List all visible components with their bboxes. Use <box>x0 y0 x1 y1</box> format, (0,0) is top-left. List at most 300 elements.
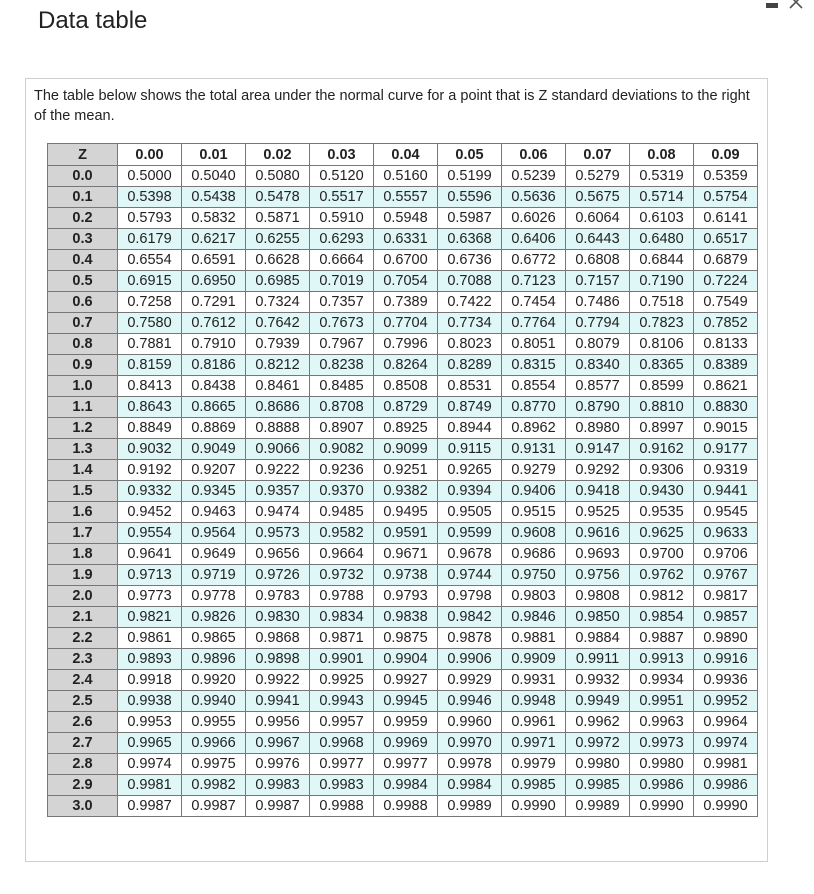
area-value-cell: 0.7852 <box>694 313 758 334</box>
area-value-cell: 0.9890 <box>694 628 758 649</box>
area-value-cell: 0.9700 <box>630 544 694 565</box>
area-value-cell: 0.9952 <box>694 691 758 712</box>
column-header: 0.07 <box>566 144 630 166</box>
area-value-cell: 0.9878 <box>438 628 502 649</box>
area-value-cell: 0.9345 <box>182 481 246 502</box>
area-value-cell: 0.9972 <box>566 733 630 754</box>
z-value-cell: 1.3 <box>48 439 118 460</box>
area-value-cell: 0.9861 <box>118 628 182 649</box>
area-value-cell: 0.8621 <box>694 376 758 397</box>
area-value-cell: 0.9767 <box>694 565 758 586</box>
area-value-cell: 0.5319 <box>630 166 694 187</box>
area-value-cell: 0.6772 <box>502 250 566 271</box>
area-value-cell: 0.7088 <box>438 271 502 292</box>
area-value-cell: 0.9406 <box>502 481 566 502</box>
area-value-cell: 0.9977 <box>374 754 438 775</box>
table-row <box>48 313 758 334</box>
table-row <box>48 796 758 817</box>
table-header-row <box>48 144 758 166</box>
z-value-cell: 2.7 <box>48 733 118 754</box>
area-value-cell: 0.9977 <box>310 754 374 775</box>
area-value-cell: 0.9744 <box>438 565 502 586</box>
table-row <box>48 271 758 292</box>
z-value-cell: 1.4 <box>48 460 118 481</box>
area-value-cell: 0.5120 <box>310 166 374 187</box>
area-value-cell: 0.9959 <box>374 712 438 733</box>
area-value-cell: 0.9927 <box>374 670 438 691</box>
area-value-cell: 0.5517 <box>310 187 374 208</box>
area-value-cell: 0.5557 <box>374 187 438 208</box>
area-value-cell: 0.7422 <box>438 292 502 313</box>
area-value-cell: 0.6480 <box>630 229 694 250</box>
area-value-cell: 0.9989 <box>438 796 502 817</box>
area-value-cell: 0.8643 <box>118 397 182 418</box>
window-controls <box>760 0 808 18</box>
column-header: 0.02 <box>246 144 310 166</box>
area-value-cell: 0.5714 <box>630 187 694 208</box>
area-value-cell: 0.8438 <box>182 376 246 397</box>
area-value-cell: 0.6879 <box>694 250 758 271</box>
area-value-cell: 0.8665 <box>182 397 246 418</box>
area-value-cell: 0.9306 <box>630 460 694 481</box>
area-value-cell: 0.9893 <box>118 649 182 670</box>
area-value-cell: 0.9664 <box>310 544 374 565</box>
area-value-cell: 0.5239 <box>502 166 566 187</box>
area-value-cell: 0.9896 <box>182 649 246 670</box>
area-value-cell: 0.9946 <box>438 691 502 712</box>
table-row <box>48 502 758 523</box>
z-value-cell: 2.2 <box>48 628 118 649</box>
table-row <box>48 775 758 796</box>
area-value-cell: 0.9929 <box>438 670 502 691</box>
area-value-cell: 0.9970 <box>438 733 502 754</box>
area-value-cell: 0.9251 <box>374 460 438 481</box>
area-value-cell: 0.9726 <box>246 565 310 586</box>
area-value-cell: 0.9441 <box>694 481 758 502</box>
area-value-cell: 0.8079 <box>566 334 630 355</box>
table-row <box>48 691 758 712</box>
area-value-cell: 0.9990 <box>630 796 694 817</box>
area-value-cell: 0.9989 <box>566 796 630 817</box>
area-value-cell: 0.9554 <box>118 523 182 544</box>
z-value-cell: 1.0 <box>48 376 118 397</box>
area-value-cell: 0.8365 <box>630 355 694 376</box>
table-row <box>48 187 758 208</box>
table-description: The table below shows the total area under the normal curve for a point that is Z standard deviations to the right of the mean. <box>34 88 750 124</box>
area-value-cell: 0.5080 <box>246 166 310 187</box>
area-value-cell: 0.9967 <box>246 733 310 754</box>
area-value-cell: 0.9938 <box>118 691 182 712</box>
area-value-cell: 0.9236 <box>310 460 374 481</box>
table-row <box>48 208 758 229</box>
area-value-cell: 0.9505 <box>438 502 502 523</box>
table-row <box>48 586 758 607</box>
column-header: 0.06 <box>502 144 566 166</box>
area-value-cell: 0.6591 <box>182 250 246 271</box>
area-value-cell: 0.9936 <box>694 670 758 691</box>
area-value-cell: 0.7324 <box>246 292 310 313</box>
area-value-cell: 0.6700 <box>374 250 438 271</box>
area-value-cell: 0.5871 <box>246 208 310 229</box>
area-value-cell: 0.5636 <box>502 187 566 208</box>
area-value-cell: 0.9319 <box>694 460 758 481</box>
table-row <box>48 481 758 502</box>
area-value-cell: 0.9881 <box>502 628 566 649</box>
area-value-cell: 0.8315 <box>502 355 566 376</box>
column-header: 0.01 <box>182 144 246 166</box>
area-value-cell: 0.8051 <box>502 334 566 355</box>
area-value-cell: 0.9192 <box>118 460 182 481</box>
area-value-cell: 0.9974 <box>694 733 758 754</box>
area-value-cell: 0.9987 <box>118 796 182 817</box>
area-value-cell: 0.9968 <box>310 733 374 754</box>
area-value-cell: 0.6406 <box>502 229 566 250</box>
area-value-cell: 0.9979 <box>502 754 566 775</box>
area-value-cell: 0.7454 <box>502 292 566 313</box>
minimize-icon[interactable] <box>760 0 784 18</box>
area-value-cell: 0.7291 <box>182 292 246 313</box>
z-value-cell: 0.4 <box>48 250 118 271</box>
area-value-cell: 0.9913 <box>630 649 694 670</box>
table-row <box>48 733 758 754</box>
table-row <box>48 439 758 460</box>
z-value-cell: 1.9 <box>48 565 118 586</box>
column-header: 0.00 <box>118 144 182 166</box>
table-row <box>48 397 758 418</box>
area-value-cell: 0.9901 <box>310 649 374 670</box>
area-value-cell: 0.9821 <box>118 607 182 628</box>
area-value-cell: 0.9957 <box>310 712 374 733</box>
area-value-cell: 0.8997 <box>630 418 694 439</box>
area-value-cell: 0.9545 <box>694 502 758 523</box>
area-value-cell: 0.9773 <box>118 586 182 607</box>
area-value-cell: 0.7673 <box>310 313 374 334</box>
area-value-cell: 0.5160 <box>374 166 438 187</box>
area-value-cell: 0.9865 <box>182 628 246 649</box>
area-value-cell: 0.8790 <box>566 397 630 418</box>
table-row <box>48 628 758 649</box>
area-value-cell: 0.9887 <box>630 628 694 649</box>
z-value-cell: 0.3 <box>48 229 118 250</box>
area-value-cell: 0.9830 <box>246 607 310 628</box>
area-value-cell: 0.9394 <box>438 481 502 502</box>
area-value-cell: 0.9956 <box>246 712 310 733</box>
table-row <box>48 712 758 733</box>
z-value-cell: 2.6 <box>48 712 118 733</box>
area-value-cell: 0.9857 <box>694 607 758 628</box>
area-value-cell: 0.9162 <box>630 439 694 460</box>
area-value-cell: 0.7258 <box>118 292 182 313</box>
area-value-cell: 0.9940 <box>182 691 246 712</box>
area-value-cell: 0.9798 <box>438 586 502 607</box>
area-value-cell: 0.6950 <box>182 271 246 292</box>
table-panel <box>25 78 768 862</box>
area-value-cell: 0.9082 <box>310 439 374 460</box>
area-value-cell: 0.9738 <box>374 565 438 586</box>
area-value-cell: 0.9515 <box>502 502 566 523</box>
area-value-cell: 0.5675 <box>566 187 630 208</box>
area-value-cell: 0.8907 <box>310 418 374 439</box>
area-value-cell: 0.9846 <box>502 607 566 628</box>
area-value-cell: 0.8340 <box>566 355 630 376</box>
area-value-cell: 0.9756 <box>566 565 630 586</box>
area-value-cell: 0.6628 <box>246 250 310 271</box>
area-value-cell: 0.6915 <box>118 271 182 292</box>
area-value-cell: 0.7881 <box>118 334 182 355</box>
area-value-cell: 0.9564 <box>182 523 246 544</box>
area-value-cell: 0.9838 <box>374 607 438 628</box>
area-value-cell: 0.5398 <box>118 187 182 208</box>
area-value-cell: 0.9099 <box>374 439 438 460</box>
area-value-cell: 0.9817 <box>694 586 758 607</box>
area-value-cell: 0.9803 <box>502 586 566 607</box>
area-value-cell: 0.6736 <box>438 250 502 271</box>
table-row <box>48 166 758 187</box>
table-row <box>48 607 758 628</box>
area-value-cell: 0.9641 <box>118 544 182 565</box>
area-value-cell: 0.9920 <box>182 670 246 691</box>
area-value-cell: 0.9131 <box>502 439 566 460</box>
area-value-cell: 0.7518 <box>630 292 694 313</box>
area-value-cell: 0.7704 <box>374 313 438 334</box>
area-value-cell: 0.9982 <box>182 775 246 796</box>
table-row <box>48 418 758 439</box>
area-value-cell: 0.8729 <box>374 397 438 418</box>
z-value-cell: 0.5 <box>48 271 118 292</box>
area-value-cell: 0.5793 <box>118 208 182 229</box>
table-row <box>48 460 758 481</box>
area-value-cell: 0.9985 <box>566 775 630 796</box>
area-value-cell: 0.9962 <box>566 712 630 733</box>
area-value-cell: 0.9943 <box>310 691 374 712</box>
area-value-cell: 0.9332 <box>118 481 182 502</box>
area-value-cell: 0.9916 <box>694 649 758 670</box>
area-value-cell: 0.9719 <box>182 565 246 586</box>
area-value-cell: 0.7157 <box>566 271 630 292</box>
area-value-cell: 0.9934 <box>630 670 694 691</box>
area-value-cell: 0.9706 <box>694 544 758 565</box>
area-value-cell: 0.5000 <box>118 166 182 187</box>
area-value-cell: 0.8133 <box>694 334 758 355</box>
area-value-cell: 0.5279 <box>566 166 630 187</box>
z-value-cell: 1.2 <box>48 418 118 439</box>
area-value-cell: 0.9854 <box>630 607 694 628</box>
area-value-cell: 0.6179 <box>118 229 182 250</box>
area-value-cell: 0.9980 <box>630 754 694 775</box>
area-value-cell: 0.9279 <box>502 460 566 481</box>
area-value-cell: 0.7549 <box>694 292 758 313</box>
table-row <box>48 565 758 586</box>
area-value-cell: 0.9973 <box>630 733 694 754</box>
area-value-cell: 0.7357 <box>310 292 374 313</box>
area-value-cell: 0.9898 <box>246 649 310 670</box>
z-value-cell: 1.5 <box>48 481 118 502</box>
area-value-cell: 0.5438 <box>182 187 246 208</box>
area-value-cell: 0.7794 <box>566 313 630 334</box>
area-value-cell: 0.9911 <box>566 649 630 670</box>
area-value-cell: 0.5596 <box>438 187 502 208</box>
area-value-cell: 0.9983 <box>246 775 310 796</box>
z-value-cell: 2.3 <box>48 649 118 670</box>
area-value-cell: 0.9599 <box>438 523 502 544</box>
area-value-cell: 0.8238 <box>310 355 374 376</box>
area-value-cell: 0.7190 <box>630 271 694 292</box>
table-row <box>48 670 758 691</box>
area-value-cell: 0.7019 <box>310 271 374 292</box>
area-value-cell: 0.9418 <box>566 481 630 502</box>
area-value-cell: 0.6368 <box>438 229 502 250</box>
area-value-cell: 0.8508 <box>374 376 438 397</box>
area-value-cell: 0.6664 <box>310 250 374 271</box>
area-value-cell: 0.5832 <box>182 208 246 229</box>
z-value-cell: 1.6 <box>48 502 118 523</box>
area-value-cell: 0.9918 <box>118 670 182 691</box>
z-value-cell: 2.5 <box>48 691 118 712</box>
area-value-cell: 0.9049 <box>182 439 246 460</box>
z-value-cell: 0.0 <box>48 166 118 187</box>
area-value-cell: 0.8599 <box>630 376 694 397</box>
area-value-cell: 0.8159 <box>118 355 182 376</box>
area-value-cell: 0.9963 <box>630 712 694 733</box>
area-value-cell: 0.9656 <box>246 544 310 565</box>
area-value-cell: 0.9990 <box>694 796 758 817</box>
area-value-cell: 0.9808 <box>566 586 630 607</box>
z-value-cell: 2.8 <box>48 754 118 775</box>
area-value-cell: 0.9591 <box>374 523 438 544</box>
area-value-cell: 0.9884 <box>566 628 630 649</box>
area-value-cell: 0.9965 <box>118 733 182 754</box>
area-value-cell: 0.9871 <box>310 628 374 649</box>
area-value-cell: 0.8849 <box>118 418 182 439</box>
area-value-cell: 0.7580 <box>118 313 182 334</box>
area-value-cell: 0.9964 <box>694 712 758 733</box>
area-value-cell: 0.9616 <box>566 523 630 544</box>
area-value-cell: 0.8869 <box>182 418 246 439</box>
area-value-cell: 0.9207 <box>182 460 246 481</box>
area-value-cell: 0.8708 <box>310 397 374 418</box>
area-value-cell: 0.8186 <box>182 355 246 376</box>
area-value-cell: 0.9983 <box>310 775 374 796</box>
z-value-cell: 3.0 <box>48 796 118 817</box>
area-value-cell: 0.9988 <box>374 796 438 817</box>
area-value-cell: 0.9686 <box>502 544 566 565</box>
area-value-cell: 0.8289 <box>438 355 502 376</box>
area-value-cell: 0.9625 <box>630 523 694 544</box>
area-value-cell: 0.5948 <box>374 208 438 229</box>
z-value-cell: 2.9 <box>48 775 118 796</box>
area-value-cell: 0.9485 <box>310 502 374 523</box>
area-value-cell: 0.9975 <box>182 754 246 775</box>
area-value-cell: 0.8944 <box>438 418 502 439</box>
table-row <box>48 523 758 544</box>
area-value-cell: 0.9788 <box>310 586 374 607</box>
area-value-cell: 0.7764 <box>502 313 566 334</box>
column-header: 0.03 <box>310 144 374 166</box>
area-value-cell: 0.9693 <box>566 544 630 565</box>
area-value-cell: 0.9904 <box>374 649 438 670</box>
area-value-cell: 0.8962 <box>502 418 566 439</box>
area-value-cell: 0.7612 <box>182 313 246 334</box>
area-value-cell: 0.8389 <box>694 355 758 376</box>
area-value-cell: 0.9980 <box>566 754 630 775</box>
area-value-cell: 0.8212 <box>246 355 310 376</box>
area-value-cell: 0.9984 <box>374 775 438 796</box>
area-value-cell: 0.6293 <box>310 229 374 250</box>
area-value-cell: 0.6985 <box>246 271 310 292</box>
table-row <box>48 334 758 355</box>
area-value-cell: 0.9834 <box>310 607 374 628</box>
area-value-cell: 0.9987 <box>182 796 246 817</box>
column-header: 0.09 <box>694 144 758 166</box>
area-value-cell: 0.8980 <box>566 418 630 439</box>
area-value-cell: 0.6255 <box>246 229 310 250</box>
area-value-cell: 0.9955 <box>182 712 246 733</box>
area-value-cell: 0.5910 <box>310 208 374 229</box>
area-value-cell: 0.5199 <box>438 166 502 187</box>
area-value-cell: 0.9222 <box>246 460 310 481</box>
area-value-cell: 0.9986 <box>630 775 694 796</box>
area-value-cell: 0.7910 <box>182 334 246 355</box>
area-value-cell: 0.8686 <box>246 397 310 418</box>
z-value-cell: 0.6 <box>48 292 118 313</box>
area-value-cell: 0.7054 <box>374 271 438 292</box>
area-value-cell: 0.8577 <box>566 376 630 397</box>
table-row <box>48 250 758 271</box>
area-value-cell: 0.9452 <box>118 502 182 523</box>
area-value-cell: 0.8810 <box>630 397 694 418</box>
area-value-cell: 0.9115 <box>438 439 502 460</box>
area-value-cell: 0.6141 <box>694 208 758 229</box>
area-value-cell: 0.9812 <box>630 586 694 607</box>
area-value-cell: 0.9931 <box>502 670 566 691</box>
window-title: Data table <box>38 7 148 34</box>
area-value-cell: 0.9951 <box>630 691 694 712</box>
area-value-cell: 0.8413 <box>118 376 182 397</box>
area-value-cell: 0.9147 <box>566 439 630 460</box>
area-value-cell: 0.9826 <box>182 607 246 628</box>
area-value-cell: 0.9032 <box>118 439 182 460</box>
column-header: 0.05 <box>438 144 502 166</box>
area-value-cell: 0.9750 <box>502 565 566 586</box>
area-value-cell: 0.5359 <box>694 166 758 187</box>
area-value-cell: 0.7389 <box>374 292 438 313</box>
area-value-cell: 0.9986 <box>694 775 758 796</box>
area-value-cell: 0.8925 <box>374 418 438 439</box>
area-value-cell: 0.7642 <box>246 313 310 334</box>
z-value-cell: 0.2 <box>48 208 118 229</box>
area-value-cell: 0.9981 <box>694 754 758 775</box>
column-header: 0.04 <box>374 144 438 166</box>
area-value-cell: 0.9974 <box>118 754 182 775</box>
close-icon[interactable] <box>784 0 808 18</box>
area-value-cell: 0.9357 <box>246 481 310 502</box>
z-value-cell: 2.4 <box>48 670 118 691</box>
area-value-cell: 0.9842 <box>438 607 502 628</box>
area-value-cell: 0.9987 <box>246 796 310 817</box>
area-value-cell: 0.9932 <box>566 670 630 691</box>
area-value-cell: 0.6217 <box>182 229 246 250</box>
area-value-cell: 0.9015 <box>694 418 758 439</box>
z-column-header: Z <box>48 144 118 166</box>
area-value-cell: 0.9678 <box>438 544 502 565</box>
area-value-cell: 0.6808 <box>566 250 630 271</box>
area-value-cell: 0.9783 <box>246 586 310 607</box>
area-value-cell: 0.8770 <box>502 397 566 418</box>
area-value-cell: 0.8023 <box>438 334 502 355</box>
area-value-cell: 0.9463 <box>182 502 246 523</box>
table-row <box>48 649 758 670</box>
area-value-cell: 0.7224 <box>694 271 758 292</box>
